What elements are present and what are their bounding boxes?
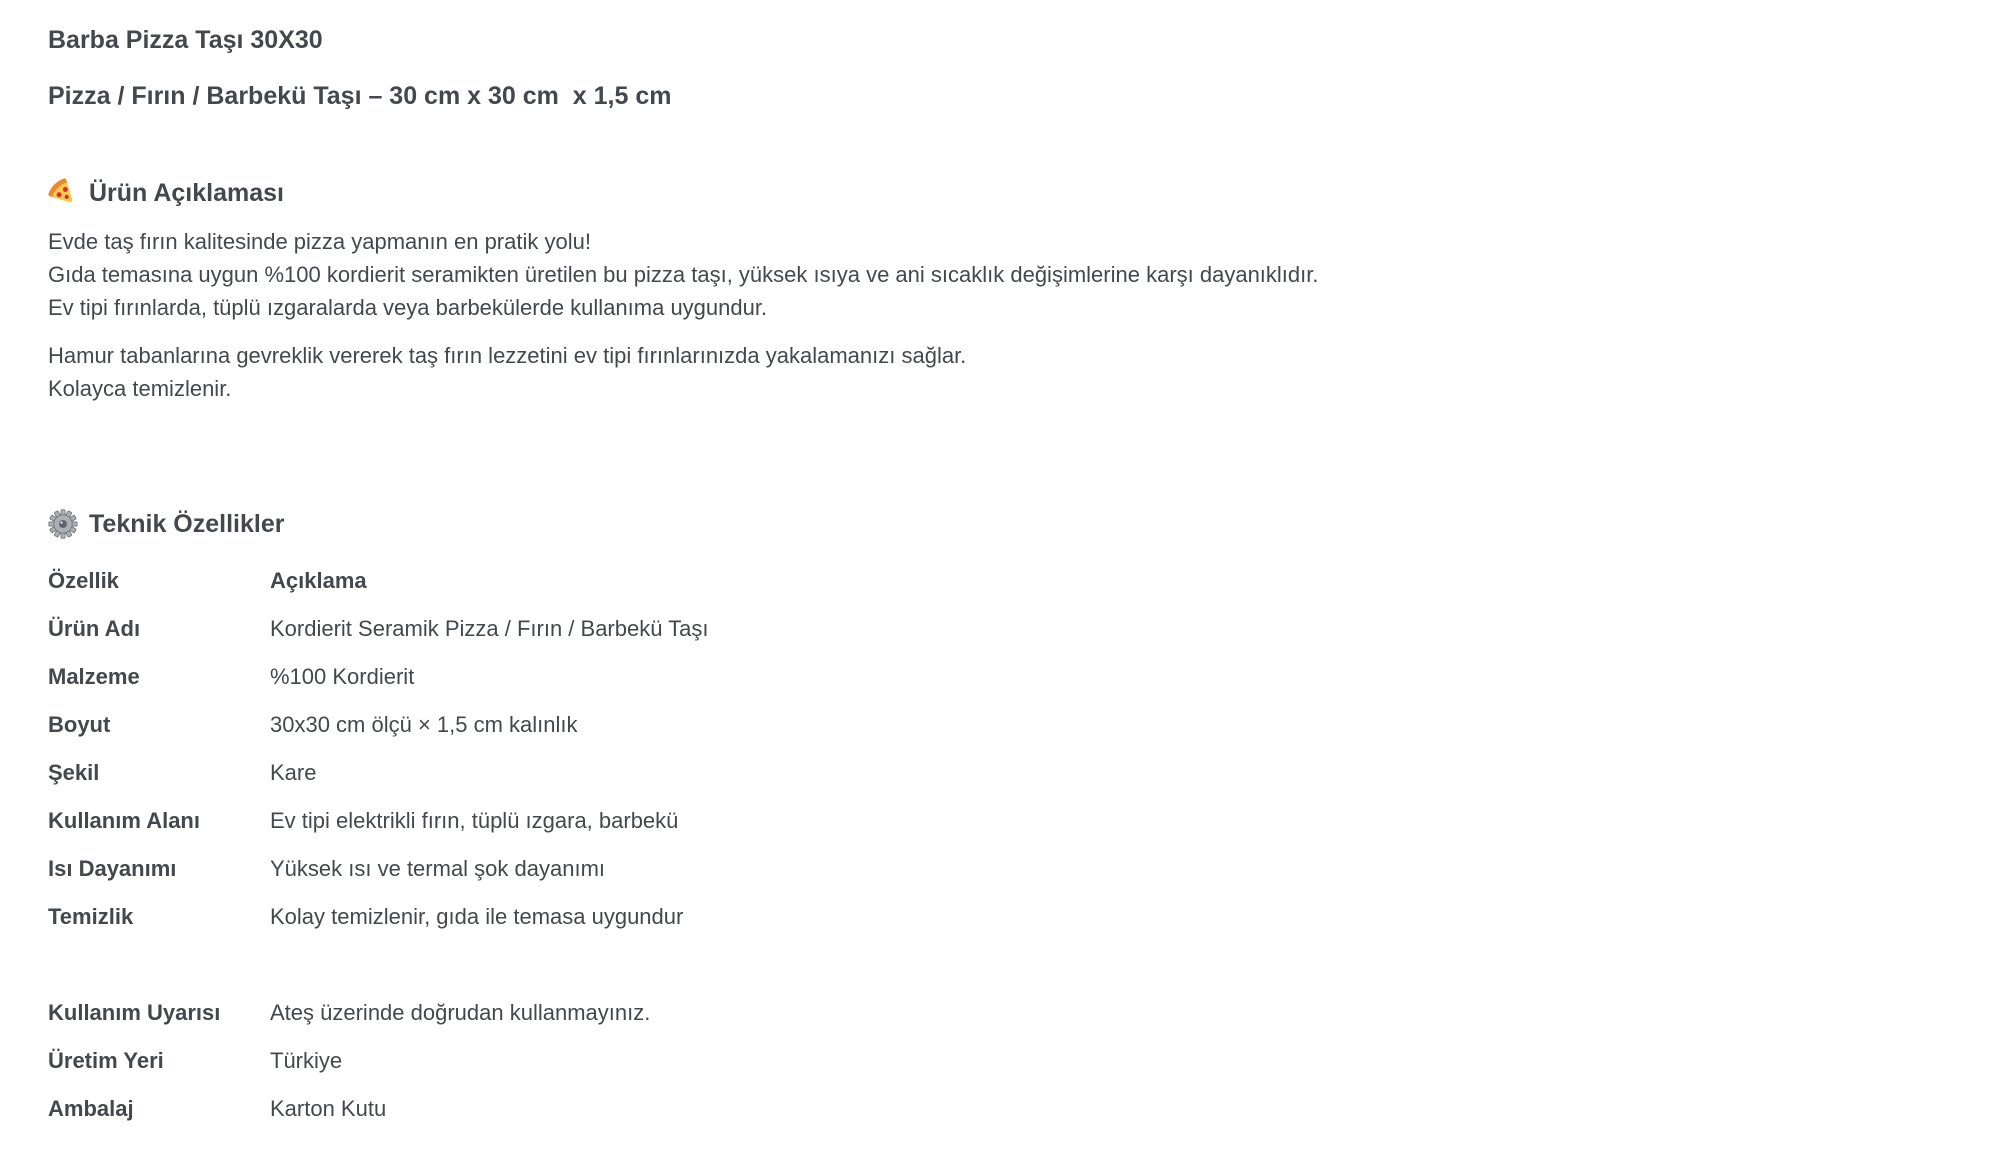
- table-row: [48, 1085, 1966, 1133]
- spec-label: Boyut: [48, 712, 111, 737]
- description-line: Kolayca temizlenir.: [48, 376, 232, 401]
- spec-label: Isı Dayanımı: [48, 856, 177, 881]
- description-line: Hamur tabanlarına gevreklik vererek taş fırın lezzetini ev tipi fırınlarınızda yakalamanızı sağlar.: [48, 343, 967, 368]
- specs-column-ozellik: Özellik: [48, 568, 119, 593]
- spec-label: Ambalaj: [48, 1096, 134, 1121]
- table-row: [48, 989, 1966, 1037]
- specs-section-title: Teknik Özellikler: [89, 510, 285, 538]
- table-row: [48, 749, 1966, 797]
- table-row: [48, 1037, 1966, 1085]
- description-section-title: Ürün Açıklaması: [89, 179, 284, 207]
- spec-value: Kolay temizlenir, gıda ile temasa uygundur: [270, 904, 684, 929]
- description-paragraph-1: [48, 225, 1798, 324]
- table-row: [48, 605, 1966, 653]
- specs-table-extra: [48, 989, 1966, 1133]
- description-section-heading: [48, 176, 1966, 210]
- spec-label: Üretim Yeri: [48, 1048, 164, 1073]
- table-row: [48, 701, 1966, 749]
- spec-value: Ateş üzerinde doğrudan kullanmayınız.: [270, 1000, 651, 1025]
- description-line: Gıda temasına uygun %100 kordierit seramikten üretilen bu pizza taşı, yüksek ısıya ve ani sıcaklık değişimlerine karşı dayanıklıdır.: [48, 262, 1319, 287]
- description-line: Evde taş fırın kalitesinde pizza yapmanın en pratik yolu!: [48, 229, 591, 254]
- table-row: [48, 653, 1966, 701]
- spec-label: Ürün Adı: [48, 616, 141, 641]
- product-subtitle: Pizza / Fırın / Barbekü Taşı – 30 cm x 30 cm x 1,5 cm: [48, 82, 672, 110]
- spec-label: Şekil: [48, 760, 100, 785]
- specs-column-aciklama: Açıklama: [270, 568, 367, 593]
- spec-value: Türkiye: [270, 1048, 343, 1073]
- spec-value: 30x30 cm ölçü × 1,5 cm kalınlık: [270, 712, 578, 737]
- description-line: Ev tipi fırınlarda, tüplü ızgaralarda veya barbekülerde kullanıma uygundur.: [48, 295, 768, 320]
- spec-value: %100 Kordierit: [270, 664, 415, 689]
- product-title: Barba Pizza Taşı 30X30: [48, 26, 323, 54]
- pizza-icon: [48, 178, 78, 208]
- specs-section-heading: [48, 507, 1966, 541]
- spec-value: Yüksek ısı ve termal şok dayanımı: [270, 856, 606, 881]
- gear-icon: [48, 509, 78, 539]
- spec-value: Karton Kutu: [270, 1096, 387, 1121]
- table-row: [48, 797, 1966, 845]
- spec-value: Ev tipi elektrikli fırın, tüplü ızgara, barbekü: [270, 808, 679, 833]
- spec-value: Kare: [270, 760, 317, 785]
- spec-label: Malzeme: [48, 664, 140, 689]
- spec-label: Kullanım Uyarısı: [48, 1000, 221, 1025]
- specs-table-header: [48, 557, 1966, 605]
- table-row: [48, 893, 1966, 941]
- specs-table: [48, 557, 1966, 941]
- description-paragraph-2: [48, 339, 1798, 405]
- spec-value: Kordierit Seramik Pizza / Fırın / Barbekü Taşı: [270, 616, 709, 641]
- table-row: [48, 845, 1966, 893]
- spec-label: Kullanım Alanı: [48, 808, 200, 833]
- spec-label: Temizlik: [48, 904, 134, 929]
